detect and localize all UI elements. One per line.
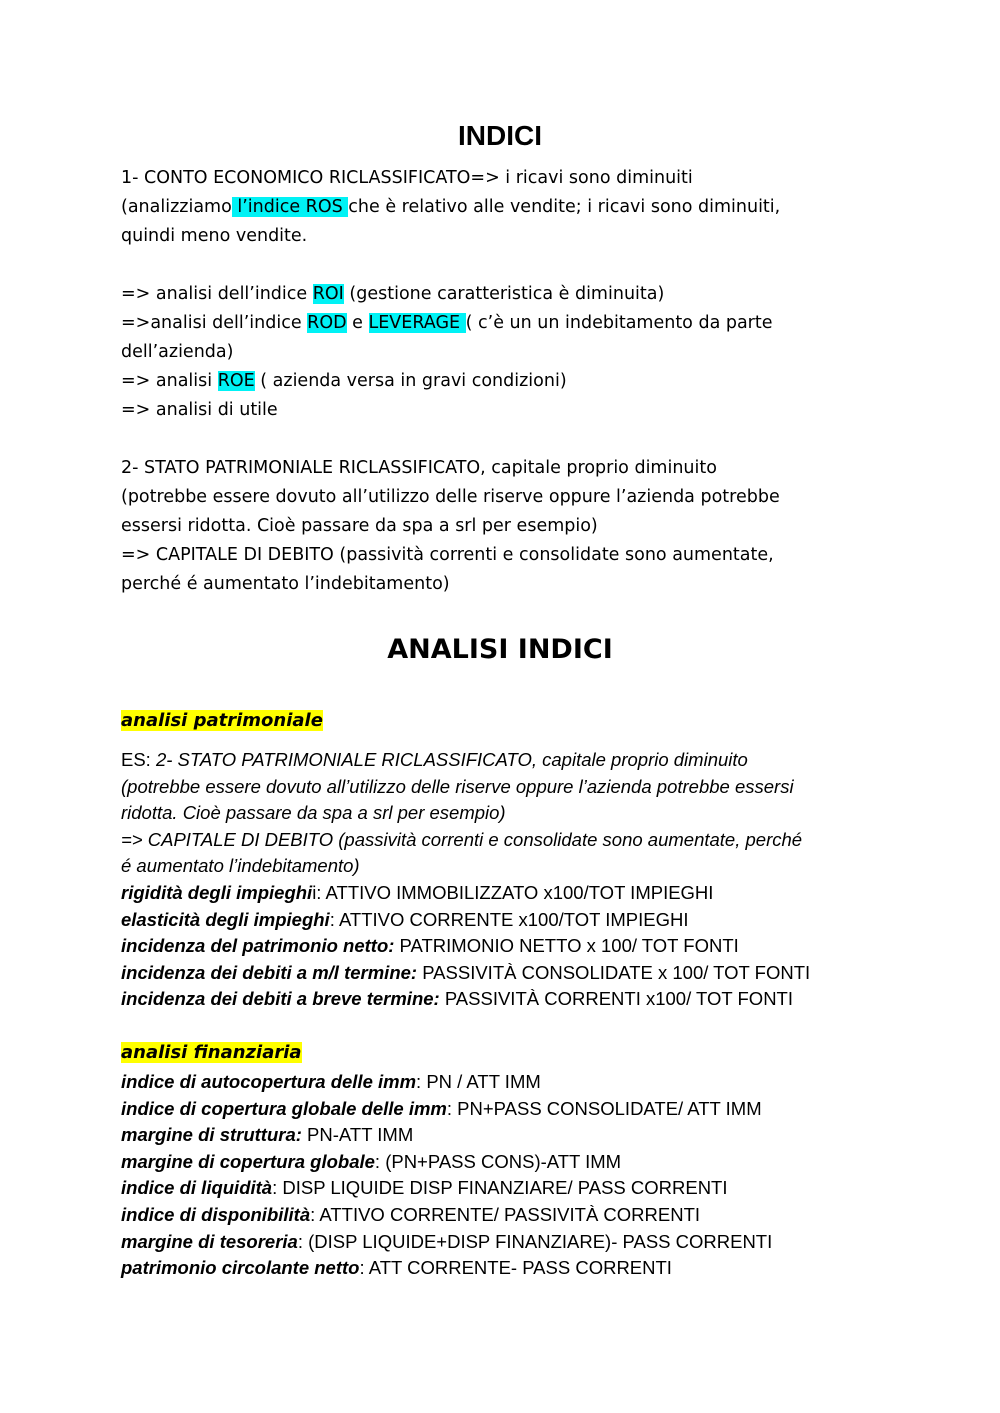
page-title: INDICI (458, 120, 542, 151)
intro-line (121, 396, 881, 425)
text: quindi meno vendite. (121, 226, 308, 246)
formula-term: incidenza del patrimonio netto: (121, 935, 395, 957)
heading-text: analisi finanziaria (121, 1042, 302, 1063)
text: (gestione caratteristica è diminuita) (343, 284, 665, 304)
text: perché é aumentato l’indebitamento) (121, 574, 450, 594)
formula-row (121, 986, 891, 1013)
highlight-roi: ROI (312, 284, 344, 304)
formula-term: rigidità degli impieghi (121, 881, 313, 903)
formula-row (121, 1096, 891, 1123)
example-line: => CAPITALE DI DEBITO (passività correnti e consolidate sono aumentate, perché (121, 828, 803, 850)
intro-line (121, 483, 881, 512)
text: (potrebbe essere dovuto all’utilizzo delle riserve oppure l’azienda potrebbe (121, 487, 780, 507)
formula-row (121, 1202, 891, 1229)
formula-def: PASSIVITÀ CORRENTI x100/ TOT FONTI (439, 988, 793, 1010)
text: 2- STATO PATRIMONIALE RICLASSIFICATO, capitale proprio diminuito (155, 749, 748, 770)
formula-term: indice di autocopertura delle imm (121, 1071, 417, 1092)
formula-term: indice di disponibilità (121, 1203, 311, 1225)
intro-line (121, 164, 881, 193)
formula-term: incidenza dei debiti a m/l termine: (121, 961, 418, 983)
intro-line (121, 338, 881, 367)
formula-row (121, 1149, 891, 1176)
text: (analizziamo (121, 197, 232, 217)
example-line (121, 747, 891, 774)
formula-term: margine di copertura globale (121, 1150, 375, 1172)
text: => analisi dell’indice (121, 284, 313, 304)
formula-row (121, 1229, 891, 1256)
formula-def: : ATTIVO CORRENTE x100/TOT IMPIEGHI (329, 908, 689, 930)
heading-analisi-finanziaria (121, 1042, 302, 1063)
text: ( c’è un un indebitamento da parte (465, 313, 773, 333)
text: dell’azienda) (121, 342, 234, 362)
highlight-roe: ROE (217, 371, 255, 391)
text: => analisi di utile (121, 400, 278, 420)
intro-line (121, 193, 881, 222)
formula-def: PN-ATT IMM (301, 1124, 414, 1146)
formula-def: : PN / ATT IMM (416, 1071, 541, 1092)
example-line: (potrebbe essere dovuto all’utilizzo delle riserve oppure l’azienda potrebbe essersi (121, 775, 794, 797)
formula-term: incidenza dei debiti a breve termine: (121, 988, 440, 1010)
text: essersi ridotta. Cioè passare da spa a srl per esempio) (121, 516, 598, 536)
intro-paragraphs (121, 164, 881, 599)
formula-def: : PN+PASS CONSOLIDATE/ ATT IMM (446, 1097, 762, 1119)
formula-term: margine di tesoreria (121, 1230, 298, 1252)
highlight-rod: ROD (307, 313, 347, 333)
formula-def: : DISP LIQUIDE DISP FINANZIARE/ PASS CORRENTI (272, 1177, 728, 1199)
formula-def: : (PN+PASS CONS)-ATT IMM (374, 1150, 622, 1172)
formula-row (121, 1069, 891, 1096)
intro-line (121, 280, 881, 309)
formula-row (121, 933, 891, 960)
patrimoniale-block (121, 747, 891, 1013)
formula-row (121, 1122, 891, 1149)
es-label: ES: (121, 749, 156, 770)
formula-row (121, 907, 891, 934)
section-title: ANALISI INDICI (387, 634, 613, 665)
text: 1- CONTO ECONOMICO RICLASSIFICATO=> i ricavi sono diminuiti (121, 168, 693, 188)
text: =>analisi dell’indice (121, 313, 308, 333)
formula-term: indice di liquidità (121, 1177, 273, 1199)
formula-row (121, 1255, 891, 1282)
intro-line (121, 541, 881, 570)
formula-row (121, 960, 891, 987)
formula-def: : ATT CORRENTE- PASS CORRENTI (359, 1257, 672, 1279)
formula-term: margine di struttura: (121, 1124, 302, 1146)
formula-def: : (DISP LIQUIDE+DISP FINANZIARE)- PASS CORRENTI (297, 1230, 773, 1252)
intro-line (121, 570, 881, 599)
formula-term: elasticità degli impieghi (121, 908, 330, 930)
text: => CAPITALE DI DEBITO (passività correnti e consolidate sono aumentate, (121, 545, 774, 565)
example-line: ridotta. Cioè passare da spa a srl per esempio) (121, 802, 506, 824)
text: che è relativo alle vendite; i ricavi sono diminuiti, (348, 197, 781, 217)
highlight-ros: l’indice ROS (231, 197, 349, 217)
intro-line (121, 512, 881, 541)
formula-def: PASSIVITÀ CONSOLIDATE x 100/ TOT FONTI (417, 961, 811, 983)
formula-row (121, 880, 891, 907)
text: => analisi (121, 371, 218, 391)
formula-def: : ATTIVO CORRENTE/ PASSIVITÀ CORRENTI (310, 1203, 701, 1225)
formula-def: PATRIMONIO NETTO x 100/ TOT FONTI (394, 935, 739, 957)
formula-term: indice di copertura globale delle imm (121, 1097, 447, 1119)
text: 2- STATO PATRIMONIALE RICLASSIFICATO, capitale proprio diminuito (121, 458, 717, 478)
formula-term: patrimonio circolante netto (121, 1257, 360, 1279)
heading-analisi-patrimoniale (121, 710, 323, 731)
text: ( azienda versa in gravi condizioni) (254, 371, 567, 391)
heading-text: analisi patrimoniale (121, 710, 323, 731)
intro-line (121, 222, 881, 251)
intro-line (121, 309, 881, 338)
example-line: é aumentato l’indebitamento) (121, 855, 360, 877)
highlight-leverage: LEVERAGE (368, 313, 466, 333)
finanziaria-block (121, 1069, 891, 1282)
formula-row (121, 1175, 891, 1202)
text: e (346, 313, 369, 333)
intro-line (121, 454, 881, 483)
intro-line (121, 367, 881, 396)
formula-def: i: ATTIVO IMMOBILIZZATO x100/TOT IMPIEGHI (312, 881, 714, 903)
